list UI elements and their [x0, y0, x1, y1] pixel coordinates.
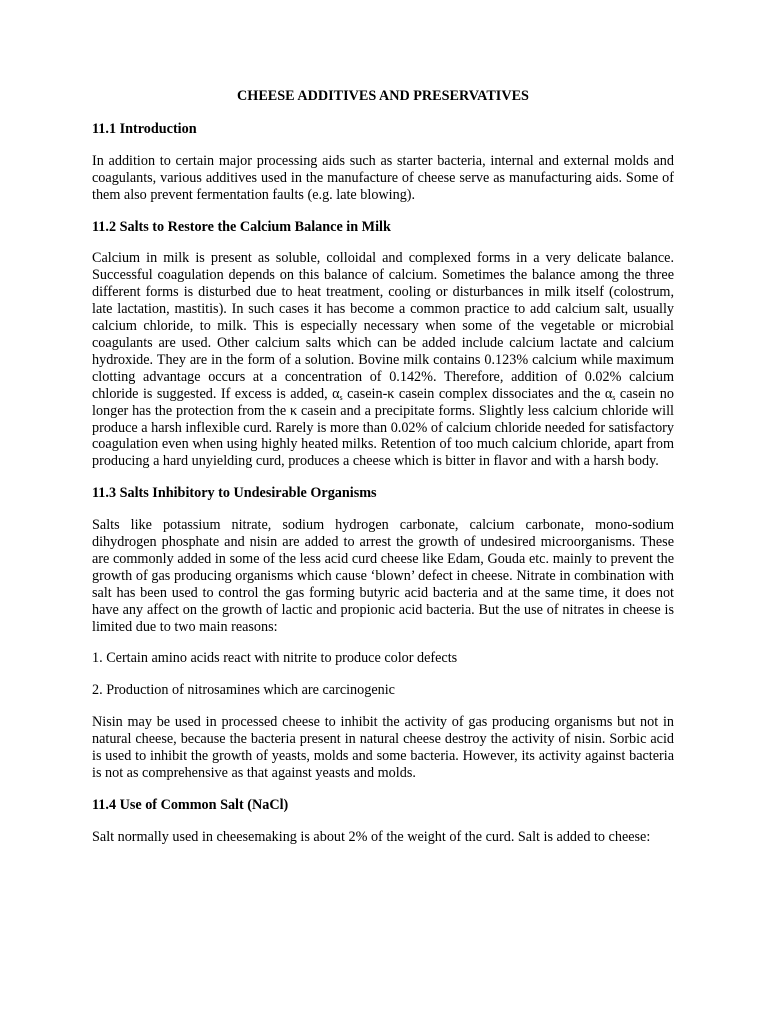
- document-page: [92, 88, 674, 861]
- paragraph-introduction: In addition to certain major processing aids such as starter bacteria, internal and external molds and coagulants, various additives used in the manufacture of cheese serve as manufacturing aids. Some of them also prevent fermentation faults (e.g. late blowing).: [92, 152, 674, 203]
- list-item-color-defects: 1. Certain amino acids react with nitrite to produce color defects: [92, 650, 458, 667]
- paragraph-calcium-balance: [92, 250, 674, 470]
- paragraph-inhibitory-salts: Salts like potassium nitrate, sodium hydrogen carbonate, calcium carbonate, mono-sodium dihydrogen phosphate and nisin are added to arrest the growth of undesired microorganisms. These are commonly added in some of the less acid curd cheese like Edam, Gouda etc. mainly to prevent the growth of gas producing organisms which cause ‘blown’ defect in cheese. Nitrate in combination with salt has been used to control the gas forming butyric acid bacteria and at the same time, it does not have any affect on the growth of lactic and propionic acid bacteria. But the use of nitrates in cheese is limited due to two main reasons:: [92, 517, 674, 635]
- list-item-nitrosamines: 2. Production of nitrosamines which are carcinogenic: [92, 682, 395, 699]
- subscript-s: s: [339, 392, 343, 402]
- paragraph-calcium-part-a: Calcium in milk is present as soluble, colloidal and complexed forms in a very delicate balance. Successful coagulation depends on this balance of calcium. Sometimes the balance among the three different forms is disturbed due to heat treatment, cooling or disturbances in milk itself (colostrum, late lactation, mastitis). In such cases it has become a common practice to add calcium salt, usually calcium chloride, to milk. This is especially necessary when some of the vegetable or microbial coagulants are used. Other calcium salts which can be added include calcium lactate and calcium hydroxide. They are in the form of a solution. Bovine milk contains 0.123% calcium while maximum clotting advantage occurs at a concentration of 0.142%. Therefore, addition of 0.02% calcium chloride is suggested. If excess is added, α: [92, 250, 674, 402]
- paragraph-calcium-part-c: casein no longer has the protection from the κ casein and a precipitate forms. Slightly less calcium chloride will produce a harsh inflexible curd. Rarely is more than 0.02% of calcium chloride needed for satisfactory coagulation even when using highly heated milks. Retention of too much calcium chloride, apart from producing a hard unyielding curd, produces a cheese which is bitter in flavor and with a harsh body.: [92, 385, 674, 470]
- section-heading-calcium-balance: 11.2 Salts to Restore the Calcium Balance in Milk: [92, 218, 391, 235]
- paragraph-calcium-part-b: casein-κ casein complex dissociates and the α: [342, 385, 613, 402]
- paragraph-common-salt: Salt normally used in cheesemaking is about 2% of the weight of the curd. Salt is added to cheese:: [92, 828, 651, 845]
- paragraph-nisin: Nisin may be used in processed cheese to inhibit the activity of gas producing organisms but not in natural cheese, because the bacteria present in natural cheese destroy the activity of nisin. Sorbic acid is used to inhibit the growth of yeasts, molds and some bacteria. However, its activity against bacteria is not as comprehensive as that against yeasts and molds.: [92, 714, 674, 781]
- section-heading-inhibitory-salts: 11.3 Salts Inhibitory to Undesirable Organisms: [92, 485, 377, 502]
- section-heading-common-salt: 11.4 Use of Common Salt (NaCl): [92, 796, 289, 813]
- document-title: CHEESE ADDITIVES AND PRESERVATIVES: [237, 88, 529, 104]
- section-heading-introduction: 11.1 Introduction: [92, 120, 197, 137]
- subscript-s: s: [612, 392, 616, 402]
